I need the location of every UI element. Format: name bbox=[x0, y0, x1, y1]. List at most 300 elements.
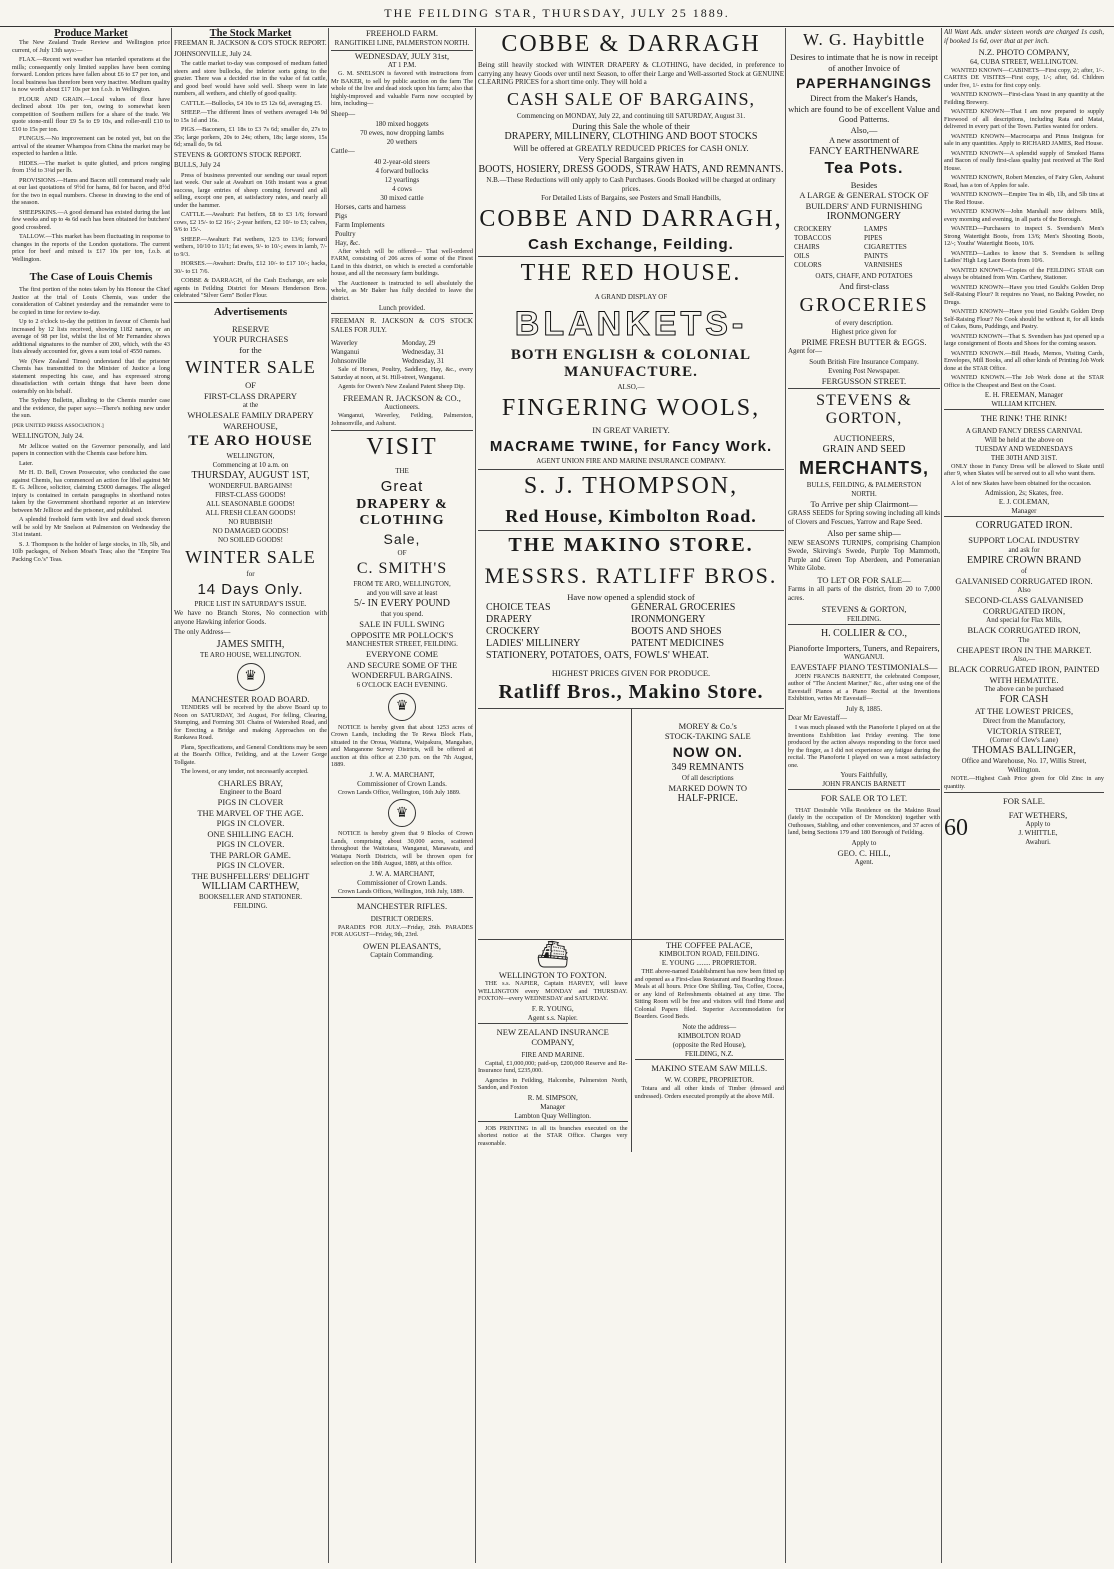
collier-name: H. COLLIER & CO., bbox=[788, 624, 940, 643]
cobbe-intro: Being still heavily stocked with WINTER DRAPERY & CLOTHING, have decided, in preference to carrying any heavy Goods over until next Season, to offer their Large and Well-assorted Stock at GENUINE CLEARING PRICES for a short time only. They will hold a bbox=[478, 61, 784, 86]
wanted-ad: WANTED KNOWN—First-class Yeast in any quantity at the Feilding Brewery. bbox=[944, 91, 1104, 106]
wanted-ad: WANTED KNOWN—CABINETS—First copy, 2/; after, 1/-. CARTES DE VISITES—First copy, 1/-; after, 6d. Children under five, 1/- extra for first copy only. bbox=[944, 66, 1104, 89]
sixty-count: 60 bbox=[944, 814, 968, 841]
pigs-line: PIGS IN CLOVER. bbox=[216, 860, 285, 870]
fire-marine: FIRE AND MARINE. bbox=[521, 1050, 585, 1059]
wanted-ad: WANTED KNOWN—Copies of the FEILDING STAR can always be obtained from Wm. Carthew, Stationer. bbox=[944, 266, 1104, 281]
engineer-label: Engineer to the Board bbox=[219, 788, 282, 796]
fourteen-days: 14 Days Only. bbox=[197, 581, 304, 598]
press-association: [PER UNITED PRESS ASSOCIATION.] bbox=[12, 422, 104, 429]
cattle-item: 4 forward bullocks bbox=[375, 166, 429, 175]
only-address: The only Address— bbox=[174, 628, 231, 636]
cattle-item: 12 yearlings bbox=[384, 175, 420, 184]
commissioner-2: Commissioner of Crown Lands. bbox=[357, 878, 447, 887]
market-paragraph: FLAX.—Recent wet weather has retarded operations at the mills; consequently only limited supplies have been coming forward. London prices have fallen about £6 to £7 per ton, and local business has therefore been very inactive. Medium quality is now worth about £17 10s per ton f.o.b. in Wellington. bbox=[12, 56, 170, 93]
market-paragraph: FUNGUS.—No improvement can be noted yet, but on the arrival of the steamer Whampoa from China the market may be expected to harden a little. bbox=[12, 135, 170, 157]
after-text: After which will be offered— That well-ordered FARM, consisting of 206 acres of some of the Finest Land in this district, on which is erected a comfortable house, and all the necessary farm buildings. bbox=[331, 247, 473, 277]
barnett-text: JOHN FRANCIS BARNETT, the celebrated Composer, author of "The Ancient Mariner," &c., after using one of the Eavestaff Pianos at a Piano Recital at the Inventions Exhibition, writes Mr Eavestaff— bbox=[788, 672, 940, 702]
cobbe-goods: BOOTS, HOSIERY, DRESS GOODS, STRAW HATS, AND REMNANTS. bbox=[478, 164, 784, 175]
ratliff-name: MESSRS. RATLIFF BROS. bbox=[484, 562, 778, 588]
rink-title: THE RINK! THE RINK! bbox=[944, 409, 1104, 427]
job-printing: JOB PRINTING in all its branches executed on the shortest notice at the STAR Office. Charges very reasonable. bbox=[478, 1121, 628, 1151]
opposite-red: (opposite the Red House), bbox=[672, 1040, 746, 1049]
freeman-title: FREEMAN R. JACKSON & CO'S STOCK SALES FOR JULY. bbox=[331, 313, 473, 337]
market-paragraph: TALLOW.—This market has been fluctuating in response to changes in the reports of the London quotations. The current price for beef and mixed is £17 10s per ton, f.o.b. at Wellington. bbox=[12, 233, 170, 263]
bargain-line: ALL FRESH CLEAN GOODS! bbox=[205, 509, 296, 517]
victoria-street: VICTORIA STREET, bbox=[986, 725, 1062, 736]
apply-label-5: Apply to bbox=[851, 838, 877, 847]
agency-line: South British Fire Insurance Company. bbox=[809, 357, 919, 366]
dateline: WELLINGTON, July 24. bbox=[12, 432, 84, 440]
black-hematite: BLACK CORRUGATED IRON, PAINTED WITH HEMATITE. bbox=[948, 664, 1100, 685]
road-board-title: MANCHESTER ROAD BOARD. bbox=[191, 693, 310, 704]
lowest-text: The lowest, or any tender, not necessarily accepted. bbox=[181, 768, 309, 775]
sheep-item: 20 wethers bbox=[386, 138, 418, 146]
wanted-ad: WANTED—Ladies to know that S. Svendsen is selling Ladies' High Leg Lace Boots from 10/6. bbox=[944, 249, 1104, 264]
market-paragraph: FLOUR AND GRAIN.—Local values of flour have declined about 10s per ton, owing to somewhat keen competition of Southern millers for a share of the trade. We quote stone-mill flour £9 5s to £9 10s, and roller-mill £10 to £10 to 15s per ton. bbox=[12, 95, 170, 133]
black-iron: BLACK CORRUGATED IRON, bbox=[967, 625, 1081, 635]
sheep-item: 180 mixed hoggets bbox=[375, 120, 429, 128]
agencies-text: Agencies in Feilding, Halcombe, Palmerston North, Sandon, and Foxton bbox=[478, 1076, 628, 1091]
prime-butter: PRIME FRESH BUTTER & EGGS. bbox=[801, 336, 927, 347]
red-house-both: BOTH ENGLISH & COLONIAL MANUFACTURE. bbox=[510, 347, 752, 380]
market-paragraph: PROVISIONS.—Hams and Bacon still command ready sale at our last quotations of 9½d for hams, 8d for bacon, and 8½d for the two in equal numbers. Cheese in drawing to the end of the season. bbox=[12, 176, 170, 206]
haybittle-desires: Desires to intimate that he is now in receipt of another Invoice of bbox=[790, 52, 938, 73]
pigs-line: PIGS IN CLOVER. bbox=[216, 839, 285, 849]
large-stock: A LARGE & GENERAL STOCK OF BUILDERS' AND FURNISHING bbox=[799, 190, 929, 211]
fr-young: F. R. YOUNG, bbox=[531, 1004, 574, 1013]
cobbe-detailed: For Detailed Lists of Bargains, see Posters and Small Handbills, bbox=[541, 194, 721, 202]
winter-sale-title-2: WINTER SALE bbox=[185, 547, 316, 567]
cattle-item: 40 2-year-old steers bbox=[374, 157, 430, 166]
captain-label: Captain Commanding. bbox=[370, 951, 434, 959]
time-label: AT 1 P.M. bbox=[387, 61, 417, 69]
rangitikei-label: RANGITIKEI LINE, PALMERSTON NORTH. bbox=[334, 38, 470, 47]
sheep-heading: Sheep— bbox=[331, 109, 356, 118]
first-class-5: And first-class bbox=[839, 281, 889, 291]
notice-crown-2: NOTICE is hereby given that 9 Blocks of Crown Lands, comprising about 30,000 acres, scattered throughout the Waitotara, Wanganui, Manawatu, and Waitapu North Districts, will be thrown open for selection on the 18th August, 1889, at this office. bbox=[331, 830, 473, 867]
stock-paragraph: The cattle market to-day was composed of medium fatted steers and store bullocks, the inferior sorts going to the grazier. There was a decided rise in the value of fat cattle, and good beef would have sold well. Sheep were in late numbers, all wethers, and chiefly of good quality. bbox=[174, 60, 327, 97]
cobbe-cash-sale: CASH SALE OF BARGAINS, bbox=[506, 88, 756, 109]
wanted-ad: WANTED KNOWN—Have you tried Gould's Golden Drop Self-Raising Flour? It requires no Yeast, no Baking Powder, no Drugs. bbox=[944, 283, 1104, 306]
stock-report-title: FREEMAN R. JACKSON & CO'S STOCK REPORT. bbox=[174, 39, 327, 47]
market-paragraph: HIDES.—The market is quite glutted, and prices ranging from 1½d to 3¼d per lb. bbox=[12, 159, 170, 174]
sheep-item: 70 ewes, now dropping lambs bbox=[360, 129, 444, 137]
arrive-label: To Arrive per ship Clairmont— bbox=[810, 498, 918, 509]
owen-pleasants: OWEN PLEASANTS, bbox=[363, 940, 441, 951]
chemis-paragraph: Up to 2 o'clock to-day the petition in favour of Chemis had increased by 12 lists received, showing 1182 names, or an average of 98 per list, whilst the list of Mr Fernandez shows additional signatures to the number of 200, which, with the 43 lists already accounted for, gives a sum total of 4550 names. bbox=[12, 318, 170, 355]
support-local: SUPPORT LOCAL INDUSTRY bbox=[968, 535, 1080, 545]
dates-label: THE 30TH AND 31ST. bbox=[990, 453, 1058, 462]
reserve-line: RESERVE bbox=[231, 323, 270, 334]
napier-text: THE s.s. NAPIER, Captain HARVEY, will leave WELLINGTON every MONDAY and THURSDAY. FOXTON—every WEDNESDAY and SATURDAY. bbox=[478, 980, 628, 1002]
column-display-ads bbox=[478, 28, 784, 1563]
misc-item: Hay, &c. bbox=[335, 238, 361, 247]
saw-mills: MAKINO STEAM SAW MILLS. bbox=[635, 1059, 785, 1077]
flax-mills: And special for Flax Mills, bbox=[986, 616, 1062, 624]
stock-paragraph: SHEEP.—The different lines of wethers averaged 14s 9d to 15s 1d and 16s. bbox=[174, 109, 327, 124]
agent-napier: Agent s.s. Napier. bbox=[527, 1013, 578, 1022]
ironmongery: IRONMONGERY bbox=[826, 211, 902, 222]
sjt-address: Red House, Kimbolton Road. bbox=[505, 505, 757, 526]
stock-paragraph: PIGS.—Baconers, £1 18s to £3 7s 6d; smaller do, 27s to 35s; large porkers, 20s to 24s; others, 18s; large stores, 15s 6d; small do, 9s 6d. bbox=[174, 126, 327, 148]
wanted-ad: WANTED KNOWN—Have you tried Gould's Golden Drop Self-Raising Flour? No Cook should be without it, for all kinds of Cakes, Buns, Puddings, and Pastry. bbox=[944, 308, 1104, 330]
kitchen-name: WILLIAM KITCHEN. bbox=[991, 400, 1057, 408]
news-paragraph: A splendid freehold farm with live and dead stock thereon will be sold by Mr Snelson at Palmerston on Wednesday the 31st instant. bbox=[12, 516, 170, 538]
cuba-street: 64, CUBA STREET, WELLINGTON. bbox=[970, 57, 1078, 66]
direct-6: Direct from the Manufactory, bbox=[982, 716, 1066, 725]
market-paragraph: The New Zealand Trade Review and Wellington price current, of July 13th says:— bbox=[12, 39, 170, 54]
stevens-paragraph: SHEEP.—Awahuri: Fat wethers, 12/3 to 13/6; forward wethers, 10/10 to 11/1; fat ewes, 9/- to 10/-; ewes in lamb, 7/- to 9/3. bbox=[174, 235, 327, 258]
goods-cell: CROCKERY bbox=[486, 626, 540, 637]
corner-label: (Corner of Clew's Lane) bbox=[990, 736, 1058, 744]
snelson-text: G. M. SNELSON is favored with instructions from Mr BAKER, to sell by public auction on the farm The whole of the live and dead stock upon his farm; also that highly-improved and valuable Farm now occupied by him, including— bbox=[331, 70, 473, 107]
chemis-paragraph: We (New Zealand Times) understand that the prisoner Chemis has transmitted to the Minister of Justice a long statement respecting his case, and has expressed strong dissatisfaction with certain things that have been done ostensibly on his behalf. bbox=[12, 357, 170, 395]
crown-office-2: Crown Lands Offices, Wellington, 16th July, 1889. bbox=[338, 887, 465, 895]
news-paragraph: Later. bbox=[19, 459, 34, 467]
sale-cell: Wednesday, 31 bbox=[402, 357, 445, 365]
eavestaff-title: EAVESTAFF PIANO TESTIMONIALS— bbox=[790, 662, 938, 672]
per-ship: Also per same ship— bbox=[827, 528, 901, 538]
note-address: Note the address— bbox=[682, 1022, 737, 1031]
auctioneer-text: The Auctioneer is instructed to sell absolutely the whole, as Mr Baker has fully decided to leave the district. bbox=[331, 279, 473, 302]
stocktaking-label: STOCK-TAKING SALE bbox=[664, 731, 751, 741]
misc-item: Pigs bbox=[335, 211, 348, 220]
sale-cell: Wanganui bbox=[331, 348, 360, 356]
wanted-ad: WANTED KNOWN—Empire Tea in 4lb, 1lb, and 5lb tins at The Red House. bbox=[944, 191, 1104, 206]
wanted-ad: WANTED KNOWN—That I am now prepared to supply Firewood of all descriptions, including Rata and Matai, delivered in every part of the Town. Parties wanted for orders. bbox=[944, 108, 1104, 130]
sale-horses: Sale of Horses, Poultry, Saddlery, Hay, &c., every Saturday at noon, at St. Hill-street, Wanganui. bbox=[331, 366, 473, 381]
galv-iron: GALVANISED CORRUGATED IRON. bbox=[955, 575, 1093, 586]
sale-cell: Wednesday, 31 bbox=[402, 348, 445, 356]
full-swing: SALE IN FULL SWING bbox=[359, 619, 445, 629]
marchant-1: J. W. A. MARCHANT, bbox=[369, 770, 435, 779]
want-note: All Want Ads. under sixteen words are charged 1s cash, if booked 1s 6d, over that at per inch. bbox=[944, 28, 1104, 45]
six-oclock: 6 O'CLOCK EACH EVENING. bbox=[356, 680, 448, 689]
awahuri-label: Awahuri. bbox=[1025, 838, 1051, 846]
wanted-ad: WANTED KNOWN—Macrocarpa and Pinus Insignus for sale in any quantities. Apply to RICHARD JAMES, Red House. bbox=[944, 132, 1104, 147]
blankets-heading: BLANKETS- bbox=[514, 305, 748, 343]
whittle-name: J. WHITTLE, bbox=[1018, 829, 1058, 837]
ship-heading: WELLINGTON TO FOXTON. bbox=[498, 969, 607, 980]
cobbe-note: COBBE & DARRAGH, of the Cash Exchange, are sole agents in Feilding District for Messrs Henderson Bros. celebrated "Silver Gem" Boiler Flour. bbox=[174, 277, 327, 299]
column-freehold bbox=[331, 28, 473, 1563]
fj-places: Wanganui, Waverley, Feilding, Palmerston, Johnsonville, and Ashurst. bbox=[331, 412, 473, 427]
pigs-line: ONE SHILLING EACH. bbox=[207, 828, 294, 839]
kimbolton-road: KIMBOLTON ROAD, FEILDING. bbox=[659, 950, 760, 958]
great-label: Great bbox=[380, 478, 424, 495]
spend-label: that you spend. bbox=[380, 610, 424, 618]
cattle-item: 4 cows bbox=[392, 184, 412, 193]
sale-cell: Monday, 29 bbox=[402, 339, 436, 347]
admission: Admission, 2s; Skates, free. bbox=[984, 489, 1064, 497]
csmith-name: C. SMITH'S bbox=[356, 560, 448, 577]
stevens-report-title: STEVENS & GORTON'S STOCK REPORT. bbox=[174, 150, 302, 159]
james-smith: JAMES SMITH, bbox=[216, 638, 285, 650]
hill-agent: Agent. bbox=[854, 858, 874, 866]
bargain-line: NO DAMAGED GOODS! bbox=[212, 527, 289, 535]
rifles-title: MANCHESTER RIFLES. bbox=[331, 897, 473, 915]
besides-label: Besides bbox=[850, 179, 878, 190]
goods-cell: PATENT MEDICINES bbox=[631, 638, 725, 649]
red-house-title: THE RED HOUSE. bbox=[478, 256, 784, 290]
hill-name: GEO. C. HILL, bbox=[837, 847, 891, 858]
chemis-heading: The Case of Louis Chemis bbox=[29, 271, 153, 283]
cobbe-title: COBBE & DARRAGH bbox=[501, 31, 761, 57]
every-desc: of every description. bbox=[835, 318, 893, 327]
all-desc: Of all descriptions bbox=[681, 773, 734, 782]
capital-text: Capital, £1,000,000; paid-up, £200,000 Reserve and Re-Insurance fund, £235,000. bbox=[478, 1059, 628, 1074]
stevens-gorton-2: STEVENS & GORTON, bbox=[821, 604, 907, 614]
now-on: NOW ON. bbox=[672, 743, 743, 760]
stock-paragraph: CATTLE.—Bullocks, £4 10s to £5 12s 6d, averaging £5. bbox=[181, 99, 322, 107]
wellington-label: WELLINGTON, bbox=[226, 452, 275, 460]
agent-for: Agent for— bbox=[788, 347, 823, 355]
column-wanted bbox=[944, 28, 1104, 1563]
advertisements-heading: Advertisements bbox=[174, 302, 327, 321]
reserve-line: for the bbox=[239, 344, 262, 355]
stock-item: OILS bbox=[794, 252, 810, 260]
steamship-icon: ⛴ bbox=[536, 939, 570, 969]
stock-item: VARNISHES bbox=[864, 261, 903, 269]
kimb-road: KIMBOLTON ROAD bbox=[677, 1031, 741, 1040]
notice-crown-1: NOTICE is hereby given that about 1253 acres of Crown Lands, including the Te Rewa Block Flats, situated in the Oroua, Waituna, Waipakura, Mangahao, and Manganone Survey Districts, will be offered at auction at this office at 2.30 p.m. on the 7th August, 1889. bbox=[331, 723, 473, 768]
cobbe-special: Very Special Bargains given in bbox=[578, 153, 684, 164]
street-label: MANCHESTER STREET, FEILDING. bbox=[346, 640, 458, 648]
of-label-6: of bbox=[1021, 566, 1027, 575]
market-paragraph: SHEEPSKINS.—A good demand has existed during the last few weeks and up to 4s 6d each has been obtained for butchers' good crossbred. bbox=[12, 208, 170, 231]
red-house-also: ALSO,— bbox=[617, 383, 645, 391]
paperhangings: PAPERHANGINGS bbox=[796, 75, 932, 91]
second-class: SECOND-CLASS GALVANISED CORRUGATED IRON, bbox=[964, 595, 1084, 616]
held-label: Will be held at the above on bbox=[984, 435, 1064, 444]
wonderful-label: WONDERFUL BARGAINS. bbox=[351, 670, 453, 680]
for-cash: FOR CASH bbox=[999, 694, 1049, 705]
remnants-count: 349 REMNANTS bbox=[671, 761, 744, 773]
fingering-wools: FINGERING WOOLS, bbox=[501, 395, 761, 421]
only-text: ONLY those in Fancy Dress will be allowed to Skate until after 9, when Skates will be served out to all who want them. bbox=[944, 462, 1104, 477]
pigs-line: THE MARVEL OF THE AGE. bbox=[197, 807, 304, 818]
wanted-ad: WANTED KNOWN.—Bill Heads, Memos, Visiting Cards, Envelopes, Mill Books, and all other kinds of Printing Job Work done at the STAR Office. bbox=[944, 349, 1104, 372]
stock-item: PIPES bbox=[864, 234, 883, 242]
secure-label: AND SECURE SOME OF THE bbox=[346, 659, 458, 670]
stevens-paragraph: CATTLE.—Awahuri: Fat heifers, £8 to £3 1/6; forward cows, £2 15/- to £2 16/-; 2-year heifers, £2 10/- to £3; calves, 9/6 to 15/-. bbox=[174, 211, 327, 233]
stock-item: LAMPS bbox=[864, 225, 888, 233]
produce-market-heading: Produce Market bbox=[54, 28, 128, 39]
winter-sale-title: WINTER SALE bbox=[185, 357, 316, 377]
coleman-name: E. J. COLEMAN, bbox=[998, 498, 1050, 506]
yours-label: Yours Faithfully, bbox=[840, 771, 888, 779]
young-proprietor: E. YOUNG ........ PROPRIETOR. bbox=[661, 959, 757, 967]
oats-chaff: OATS, CHAFF, AND POTATOES bbox=[815, 272, 913, 280]
dear-label: Dear Mr Eavestaff— bbox=[788, 713, 847, 722]
wanted-ad: WANTED KNOWN, Robert Menzies, of Fairy Glen, Ashurst Road, has a ton of Apples for sale. bbox=[944, 174, 1104, 189]
crest-icon: ♛ bbox=[237, 663, 265, 691]
bargain-line: NO RUBBISH! bbox=[228, 518, 273, 526]
pigs-line: PIGS IN CLOVER. bbox=[216, 818, 285, 828]
simpson-role: Manager bbox=[540, 1102, 566, 1111]
empire-brand: EMPIRE CROWN BRAND bbox=[967, 554, 1081, 566]
first-class-drapery: FIRST-CLASS DRAPERY bbox=[204, 390, 297, 401]
goods-cell: IRONMONGERY bbox=[631, 614, 706, 625]
merchants: MERCHANTS, bbox=[799, 457, 929, 478]
stock-market-heading: The Stock Market bbox=[209, 28, 292, 39]
pigs-line: THE BUSHFELLERS' DELIGHT bbox=[191, 870, 310, 881]
cattle-item: 30 mixed cattle bbox=[380, 193, 424, 202]
for-label: for bbox=[246, 570, 255, 578]
column-produce bbox=[12, 28, 170, 1563]
corpe-name: W. W. CORPE, PROPRIETOR. bbox=[664, 1076, 754, 1084]
cobbe-exchange: Cash Exchange, Feilding. bbox=[528, 236, 734, 253]
parades-text: PARADES FOR JULY.—Friday, 26th. PARADES FOR AUGUST—Friday, 9th, 23rd. bbox=[331, 923, 473, 938]
direct-label: Direct from the Maker's Hands, bbox=[810, 93, 918, 103]
of-label-3: OF bbox=[397, 549, 407, 557]
wanted-ad: WANTED—Purchasers to inspect S. Svendsen's Men's Strong Watertight Boots, from 13/6; Men's Shooting Boots, 12/-; Youths' Watertight Boots, 10/6. bbox=[944, 225, 1104, 247]
piano-importers: Pianoforte Importers, Tuners, and Repairers, bbox=[788, 642, 940, 653]
cobbe-commencing: Commencing on MONDAY, July 22, and continuing till SATURDAY, August 31. bbox=[516, 111, 746, 120]
feilding-label: FEILDING. bbox=[233, 902, 268, 910]
wanted-ad: WANTED KNOWN—That S. Svendsen has just opened up a large consignment of Boots and Shoes for the coming season. bbox=[944, 332, 1104, 347]
also-label-5: Also,— bbox=[850, 124, 878, 135]
cobbe-depts: DRAPERY, MILLINERY, CLOTHING AND BOOT STOCKS bbox=[504, 131, 758, 142]
news-paragraph: Mr Jellicoe waited on the Governor personally, and laid papers in connection with the Chemis case before him. bbox=[12, 442, 170, 457]
stevens-gorton: STEVENS & GORTON, bbox=[788, 388, 940, 431]
tenders-text: TENDERS will be received by the above Board up to Noon on SATURDAY, 3rd August, For felling, Clearing, Stumping, and Forming 301 Chains of Watershed Road, and for Erecting a Bridge and making Approaches on the Rankawa Road. bbox=[174, 704, 327, 741]
news-paragraph: S. J. Thompson is the holder of large stocks, in 1lb, 5lb, and 10lb packages, of Nelson Moat's Teas; also the "Empire Tea Packing Co.'s" Teas. bbox=[12, 540, 170, 563]
wanganui-label: WANGANUI. bbox=[843, 653, 885, 661]
reserve-line: YOUR PURCHASES bbox=[212, 334, 289, 344]
variety-label: IN GREAT VARIETY. bbox=[592, 425, 670, 435]
found-label: which are found to be of excellent Value and Good Patterns. bbox=[788, 103, 940, 124]
apply-6: Apply to bbox=[1025, 820, 1051, 828]
commissioner-1: Commissioner of Crown Lands. bbox=[357, 779, 447, 788]
makino-title: THE MAKINO STORE. bbox=[478, 530, 784, 560]
wanted-ad: WANTED KNOWN.—The Job Work done at the STAR Office is the Cheapest and Best on the Coast. bbox=[944, 374, 1104, 389]
fj-role: Auctioneers. bbox=[384, 403, 420, 411]
ask-label: and ask for bbox=[1008, 545, 1040, 554]
five-shillings: 5/- IN EVERY POUND bbox=[353, 598, 450, 609]
stevens-dateline: BULLS, July 24 bbox=[174, 161, 221, 169]
wellington-6: Wellington. bbox=[1007, 766, 1041, 774]
red-house-grand: A GRAND DISPLAY OF bbox=[594, 293, 668, 301]
visit-heading: VISIT bbox=[331, 430, 473, 464]
stock-item: TOBACCOS bbox=[794, 234, 832, 242]
crest-icon: ♛ bbox=[388, 799, 416, 827]
freeman-manager: E. H. FREEMAN, Manager bbox=[984, 391, 1064, 399]
news-paragraph: Mr H. D. Bell, Crown Prosecutor, who conducted the case against Chemis, has commenced an action for libel against Mr E. G. Jellicoe, solicitor, claiming £5000 damages. The alleged injury is contained in certain paragraphs in shorthand notes taken by the Government shorthand reporter at an interview between Mr Jellicoe and the prisoner, and published. bbox=[12, 469, 170, 514]
chemis-paragraph: The Sydney Bulletin, alluding to the Chemis murder case and the evidence, the paper says:—There's nothing new under the sun. bbox=[12, 397, 170, 419]
ratliff-store: Ratliff Bros., Makino Store. bbox=[498, 680, 764, 703]
goods-cell: CHOICE TEAS bbox=[486, 602, 551, 613]
stevens-paragraph: HORSES.—Awahuri: Drafts, £12 10/- to £17 10/-; hacks, 30/- to £1 7/6. bbox=[174, 260, 327, 275]
haybittle-name: W. G. Haybittle bbox=[802, 30, 926, 49]
macrame-twine: MACRAME TWINE, for Fancy Work. bbox=[489, 437, 773, 455]
feilding-nz: FEILDING, N.Z. bbox=[684, 1049, 734, 1058]
wanted-ad: WANTED KNOWN—A splendid supply of Smoked Hams and Bacon of really first-class quality just received at The Red House. bbox=[944, 149, 1104, 172]
te-aro-house: TE ARO HOUSE bbox=[188, 433, 313, 449]
fat-wethers: FAT WETHERS, bbox=[1008, 809, 1068, 820]
the-label: THE bbox=[395, 467, 409, 475]
opened-label: Have now opened a splendid stock of bbox=[567, 591, 695, 602]
pigs-line: PIGS IN CLOVER bbox=[217, 797, 284, 807]
everyone-label: EVERYONE COME bbox=[365, 649, 438, 659]
corrugated-title: CORRUGATED IRON. bbox=[944, 516, 1104, 535]
misc-item: Poultry bbox=[335, 229, 356, 238]
new-assort: A new assortment of bbox=[828, 135, 900, 145]
sale-label: Sale, bbox=[383, 531, 421, 547]
stock-item: CIGARETTES bbox=[864, 243, 907, 251]
union-agent: AGENT UNION FIRE AND MARINE INSURANCE COMPANY. bbox=[536, 456, 726, 465]
ballinger-name: THOMAS BALLINGER, bbox=[972, 745, 1076, 756]
office-label: Office and Warehouse, No. 17, Willis Street, bbox=[961, 757, 1087, 765]
cheapest: CHEAPEST IRON IN THE MARKET. bbox=[956, 644, 1092, 655]
grain-seed: GRAIN AND SEED bbox=[822, 443, 906, 455]
drapery-clothing: DRAPERY & CLOTHING bbox=[356, 497, 448, 528]
sale-cell: Johnsonville bbox=[331, 357, 367, 365]
lunch-label: Lunch provided. bbox=[378, 304, 426, 312]
simpson-name: R. M. SIMPSON, bbox=[527, 1093, 578, 1102]
highest-prices: HIGHEST PRICES GIVEN FOR PRODUCE. bbox=[551, 668, 711, 678]
for-sale-6: FOR SALE. bbox=[944, 792, 1104, 810]
fergusson-street: FERGUSSON STREET. bbox=[821, 375, 907, 386]
villa-text: THAT Desirable Villa Residence on the Makino Road (lately in the occupation of Dr Monckton) together with Outhouses, Stabling, and other conveniences, and 37 acres of land, being Sections 179 and 180 Borough of Feilding. bbox=[788, 806, 940, 836]
wholesale-label: WHOLESALE FAMILY DRAPERY WAREHOUSE, bbox=[187, 410, 314, 431]
wednesday-date: WEDNESDAY, JULY 31st, bbox=[331, 50, 473, 62]
tuesday-label: TUESDAY AND WEDNESDAYS bbox=[975, 444, 1073, 453]
cobbe-nb: N.B.—These Reductions will only apply to Cash Purchases. Goods Booked will be charged at ordinary prices. bbox=[486, 176, 776, 193]
grass-seeds: GRASS SEEDS for Spring sowing including all kinds of Clovers and Fescues, Yarrow and Rape Seed. bbox=[788, 509, 940, 526]
charles-bray: CHARLES BRAY, bbox=[218, 777, 283, 788]
column-stock bbox=[174, 28, 327, 1563]
carnival: A GRAND FANCY DRESS CARNIVAL bbox=[965, 426, 1083, 435]
column-haybittle bbox=[788, 28, 940, 1563]
morey-name: MOREY & Co.'s bbox=[678, 720, 737, 731]
coffee-palace: THE COFFEE PALACE, bbox=[665, 939, 753, 950]
auctioneers-label: AUCTIONEERS, bbox=[833, 433, 895, 443]
crown-office-1: Crown Lands Office, Wellington, 16th July 1889. bbox=[338, 788, 461, 796]
stock-item: COLORS bbox=[794, 261, 822, 269]
marked-label: MARKED DOWN TO bbox=[668, 782, 748, 793]
carthew-name: WILLIAM CARTHEW, bbox=[201, 881, 300, 892]
chemis-paragraph: The first portion of the notes taken by his Honour the Chief Justice at the trial of Louis Chemis, was under the consideration of Cabinet yesterday and the remainder were to be copied in time for review to-day. bbox=[12, 286, 170, 316]
feilding-5: FEILDING. bbox=[846, 614, 882, 623]
bargain-line: FIRST-CLASS GOODS! bbox=[215, 491, 286, 499]
sale-date: THURSDAY, AUGUST 1ST, bbox=[191, 470, 310, 481]
misc-item: Farm Implements bbox=[335, 220, 385, 229]
fj-name: FREEMAN R. JACKSON & CO., bbox=[343, 392, 461, 403]
the-label-6: The bbox=[1018, 635, 1030, 644]
no-branch: We have no Branch Stores, No connection with anyone Hawking inferior Goods. bbox=[174, 609, 327, 626]
te-aro-address: TE ARO HOUSE, WELLINGTON. bbox=[199, 650, 302, 659]
at-the-label: at the bbox=[242, 401, 259, 409]
coffee-text: THE above-named Establishment has now been fitted up and opened as a First-class Restaurant and Boarding House. Meals at all hours. Price One Shilling. Tea, Coffee, Cocoa, or any kind of Refreshments obtained at any time. The Sitting Room will be free and visitors will find Home and Colonial Papers filed. Superior Accommodation for Boarders. Good Beds. bbox=[634, 968, 784, 1020]
let-sale: TO LET OR FOR SALE— bbox=[817, 574, 911, 585]
cobbe-offered: Will be offered at GREATLY REDUCED PRICES for CASH ONLY. bbox=[513, 143, 749, 153]
pigs-line: THE PARLOR GAME. bbox=[210, 849, 291, 860]
crest-icon: ♛ bbox=[388, 693, 416, 721]
masthead: THE FEILDING STAR, THURSDAY, JULY 25 1889. bbox=[0, 0, 1114, 27]
lambton-quay: Lambton Quay Wellington. bbox=[514, 1111, 591, 1120]
district-orders: DISTRICT ORDERS. bbox=[370, 914, 434, 923]
save-label: and you will save at least bbox=[366, 589, 438, 597]
highest-5: Highest price given for bbox=[831, 327, 897, 336]
sale-cell: Waverley bbox=[331, 339, 358, 347]
stock-dateline: JOHNSONVILLE, July 24. bbox=[174, 49, 252, 58]
marchant-2: J. W. A. MARCHANT, bbox=[369, 869, 435, 878]
teapots: Tea Pots. bbox=[824, 159, 904, 177]
goods-cell: GENERAL GROCERIES bbox=[631, 602, 736, 613]
of-label: OF bbox=[245, 380, 256, 390]
